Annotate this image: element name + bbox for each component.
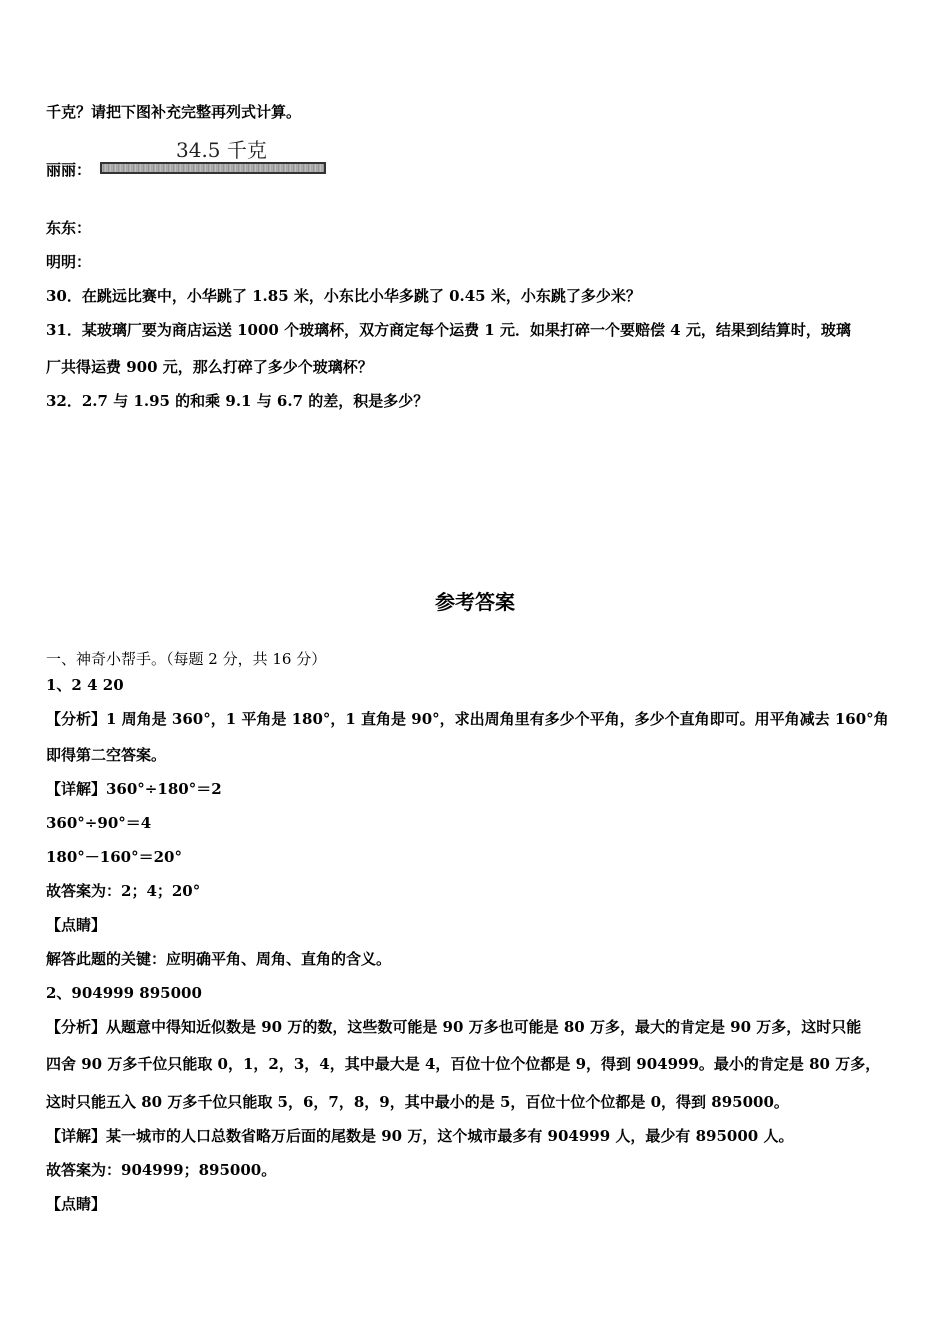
- mingming-label: 明明：: [46, 253, 92, 271]
- answers-title: 参考答案: [435, 590, 515, 614]
- answer-1-detail-line3: 180°－160°＝20°: [46, 848, 182, 866]
- answer-1-head: 1、2 4 20: [46, 676, 124, 694]
- answer-1-detail-line1: 【详解】360°÷180°＝2: [46, 780, 222, 798]
- question-31-line1: 31．某玻璃厂要为商店运送 1000 个玻璃杯，双方商定每个运费 1 元．如果打碎一个要赔偿 4 元，结果到结算时，玻璃: [46, 321, 851, 339]
- answer-2-analysis-line1: 【分析】从题意中得知近似数是 90 万的数，这些数可能是 90 万多也可能是 80 万多，最大的肯定是 90 万多，这时只能: [46, 1018, 862, 1036]
- answer-2-head: 2、904999 895000: [46, 984, 202, 1002]
- answer-1-dianjing: 【点睛】: [46, 916, 107, 934]
- figure-weight-label: 34.5 千克: [176, 138, 267, 162]
- dongdong-label: 东东：: [46, 219, 92, 237]
- question-31-line2: 厂共得运费 900 元，那么打碎了多少个玻璃杯？: [46, 358, 373, 376]
- q29-continuation: 千克？请把下图补充完整再列式计算。: [46, 103, 302, 121]
- answer-1-detail-line2: 360°÷90°＝4: [46, 814, 152, 832]
- answer-1-final: 故答案为：2；4；20°: [46, 882, 201, 900]
- question-32: 32．2.7 与 1.95 的和乘 9.1 与 6.7 的差，积是多少？: [46, 392, 429, 410]
- question-30: 30．在跳远比赛中，小华跳了 1.85 米，小东比小华多跳了 0.45 米，小东跳了多少米？: [46, 287, 641, 305]
- answer-2-dianjing: 【点睛】: [46, 1195, 107, 1213]
- section-1-heading: 一、神奇小帮手。（每题 2 分，共 16 分）: [46, 650, 327, 668]
- answer-2-final: 故答案为：904999；895000。: [46, 1161, 277, 1179]
- answer-1-analysis-line2: 即得第二空答案。: [46, 746, 167, 764]
- answer-2-analysis-line3: 这时只能五入 80 万多千位只能取 5，6，7，8，9，其中最小的是 5，百位十位个位都是 0，得到 895000。: [46, 1093, 789, 1111]
- answer-2-detail: 【详解】某一城市的人口总数省略万后面的尾数是 90 万，这个城市最多有 904999 人，最少有 895000 人。: [46, 1127, 794, 1145]
- lili-weight-bar: [100, 162, 326, 174]
- answer-1-key: 解答此题的关键：应明确平角、周角、直角的含义。: [46, 950, 392, 968]
- answer-2-analysis-line2: 四舍 90 万多千位只能取 0，1，2，3，4，其中最大是 4，百位十位个位都是 9，得到 904999。最小的肯定是 80 万多，: [46, 1055, 881, 1073]
- answer-1-analysis-line1: 【分析】1 周角是 360°，1 平角是 180°，1 直角是 90°，求出周角里有多少个平角，多少个直角即可。用平角减去 160°角: [46, 710, 889, 728]
- lili-label: 丽丽：: [46, 161, 92, 179]
